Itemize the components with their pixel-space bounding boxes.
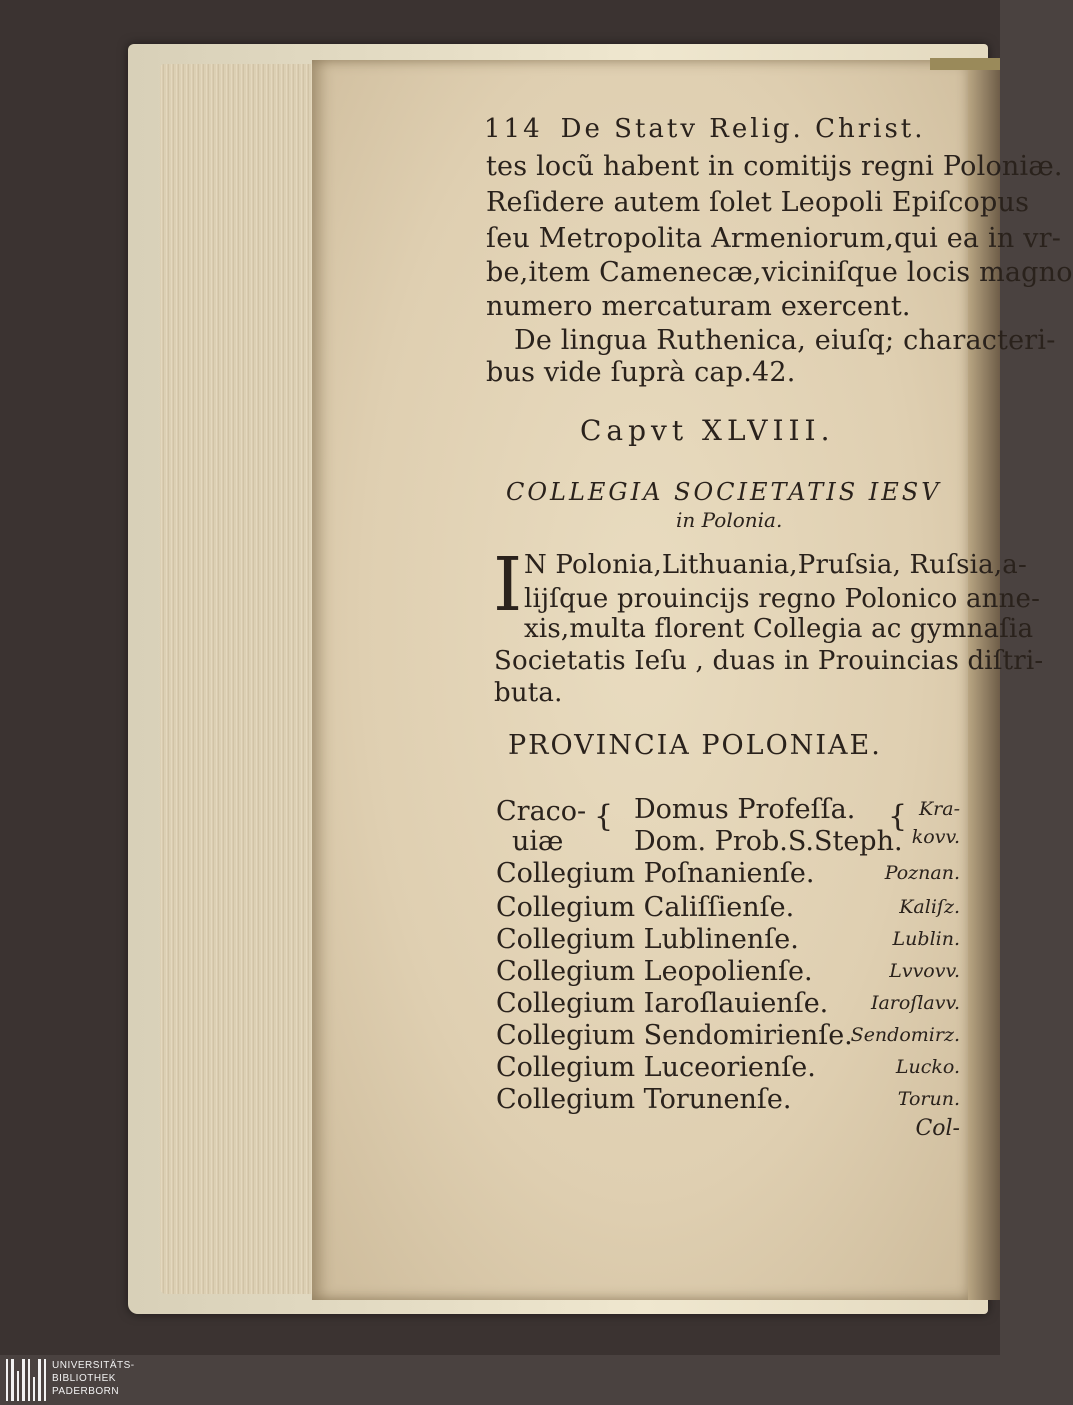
college-name: Collegium Luceorienſe. [496, 1052, 816, 1083]
page-number: 114 [484, 114, 543, 144]
town-name: Sendomirz. [850, 1024, 960, 1046]
town-name: Lvvovv. [889, 960, 960, 982]
text-line: ſeu Metropolita Armeniorum,qui ea in vr- [486, 223, 1062, 254]
town-name: Lublin. [892, 928, 960, 950]
library-name-line: PADERBORN [52, 1386, 120, 1397]
library-name-line: UNIVERSITÄTS- [52, 1360, 135, 1371]
running-head [484, 114, 926, 144]
text-line: tes locũ habent in comitijs regni Poloniæ. [486, 151, 1063, 182]
brace-symbol: { [594, 799, 614, 834]
college-name: Collegium Torunenſe. [496, 1084, 792, 1115]
page-edges [160, 64, 320, 1294]
library-name [52, 1359, 135, 1398]
town-name: Iaroſlavv. [870, 992, 960, 1014]
college-name: Collegium Poſnanienſe. [496, 858, 815, 889]
province-heading: PROVINCIA POLONIAE. [508, 730, 882, 761]
library-footer [0, 1355, 1000, 1405]
town-name: Kra- [918, 798, 960, 820]
college-name: Collegium Caliſſienſe. [496, 892, 795, 923]
paragraph-line: Societatis Ieſu , duas in Prouincias diſtri- [494, 646, 1044, 676]
town-name: Torun. [897, 1088, 960, 1110]
cracow-name-line1: Craco- [496, 796, 587, 827]
text-line: Reſidere autem ſolet Leopoli Epiſcopus [486, 187, 1030, 218]
library-name-line: BIBLIOTHEK [52, 1373, 116, 1384]
text-line: bus vide ſuprà cap.42. [486, 357, 796, 388]
college-name: Collegium Sendomirienſe. [496, 1020, 853, 1051]
text-line: De lingua Ruthenica, eiuſq; characteri- [514, 325, 1056, 356]
town-name: Kaliſz. [899, 896, 960, 918]
town-name: Lucko. [895, 1056, 960, 1078]
cracow-house-probation: Dom. Prob.S.Steph. [634, 826, 903, 857]
paragraph-line: lijſque prouincijs regno Polonico anne- [524, 584, 1041, 614]
paragraph-line: buta. [494, 678, 563, 708]
chapter-title: COLLEGIA SOCIETATIS IESV [506, 478, 942, 506]
paragraph-line: xis,multa florent Collegia ac gymnaſia [524, 614, 1034, 644]
running-head-title: De Statv Relig. Christ. [560, 114, 926, 144]
college-name: Collegium Iaroſlauienſe. [496, 988, 829, 1019]
brace-symbol: { [888, 799, 908, 834]
cracow-house-professa: Domus Profeſſa. [634, 794, 856, 825]
text-line: numero mercaturam exercent. [486, 291, 911, 322]
library-logo-icon [6, 1359, 46, 1401]
chapter-subtitle: in Polonia. [676, 508, 783, 532]
text-line: be,item Camenecæ,viciniſque locis magno [486, 257, 1073, 288]
chapter-number: Capvt XLVIII. [580, 414, 835, 447]
catchword: Col- [915, 1116, 960, 1141]
paragraph-line: N Polonia,Lithuania,Pruſsia, Ruſsia,a- [524, 550, 1027, 580]
college-name: Collegium Lublinenſe. [496, 924, 799, 955]
town-name: kovv. [911, 826, 960, 848]
college-name: Collegium Leopolienſe. [496, 956, 813, 987]
cracow-name-line2: uiæ [512, 826, 564, 857]
bookmark-ribbon [930, 58, 1000, 70]
drop-capital: I [493, 542, 523, 628]
town-name: Poznan. [884, 862, 960, 884]
